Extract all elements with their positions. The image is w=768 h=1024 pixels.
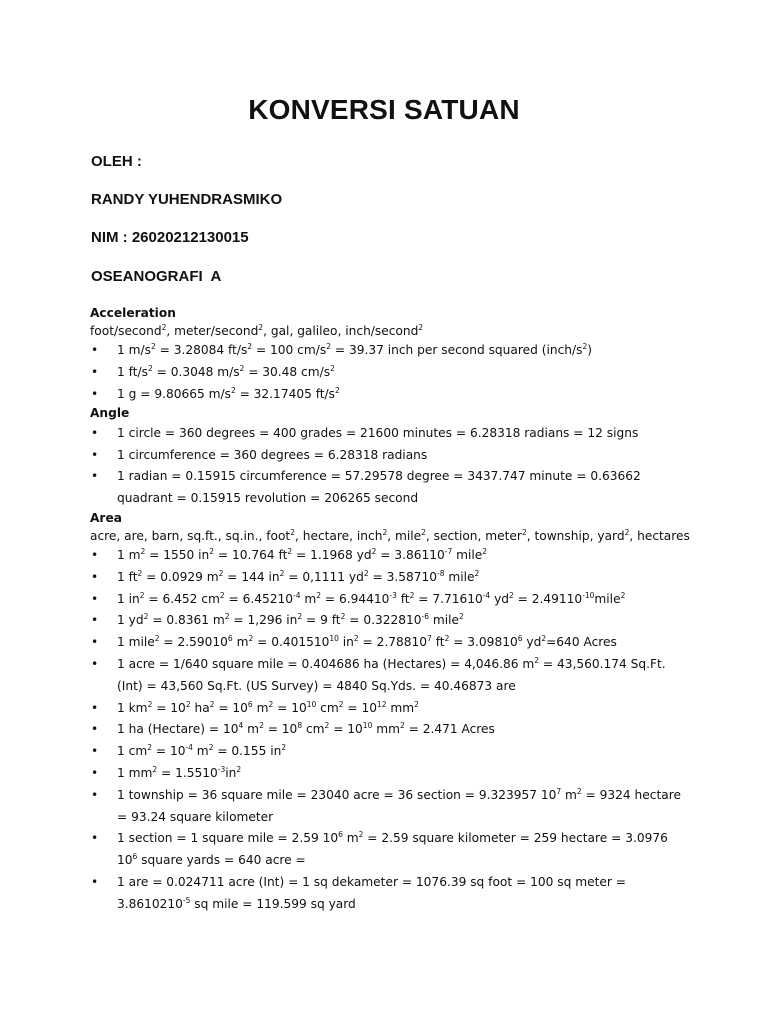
list-item: • 1 $mm^2 = 1.5510^{-3}in^2$ [90, 763, 690, 785]
section-units: foot/second$^2$, meter/second$^2$, gal, galileo, inch/second$^2$ [90, 322, 424, 338]
list-item: • 1 circumference = 360 degrees = 6.28318 radians [90, 445, 690, 467]
conversion-list [90, 545, 690, 916]
section-units: acre, are, barn, sq.ft., sq.in., foot$^2$, hectare, inch$^2$, mile$^2$, section, meter$^2$, township, yard$^2$, hectares [90, 527, 690, 543]
list-item: • 1 $m^2 = 1550$ $in^2 = 10.764$ $ft^2 = 1.1968$ $yd^2 = 3.86110^{-7}$ mile$^2$ [90, 545, 690, 567]
conversion-content [90, 305, 690, 916]
conversion-list [90, 423, 690, 510]
section-heading: Area [90, 511, 122, 526]
list-item: • 1 township = 36 square mile = 23040 acre = 36 section = 9.323957 $10^7$ $m^2 = 9324$ hectare = 93.24 square kilometer [90, 785, 690, 829]
student-id: NIM : 26020212130015 [91, 229, 249, 246]
list-item: • 1 $cm^2 = 10^{-4}$ $m^2 = 0.155$ $in^2$ [90, 741, 690, 763]
list-item: • 1 ha (Hectare) = $10^4$ $m^2 = 10^8$ $cm^2 = 10^{10}$ $mm^2 = 2.471$ Acres [90, 719, 690, 741]
list-item: • 1 acre = 1/640 square mile = 0.404686 ha (Hectares) = 4,046.86 $m^2 = 43,560.174$ Sq.Ft. (Int) = 43,560 Sq.Ft. (US Survey) = 4840 Sq.Yds. = 40.46873 are [90, 654, 690, 698]
author-label: OLEH : [91, 153, 142, 170]
list-item: • 1 $ft/s^2 = 0.3048$ $m/s^2 = 30.48$ $cm/s^2$ [90, 362, 690, 384]
list-item: • 1 g = 9.80665 $m/s^2 = 32.17405$ $ft/s^2$ [90, 384, 690, 406]
list-item: • 1 $km^2 = 10^2$ $ha^2 = 10^6$ $m^2 = 10^{10}$ $cm^2 = 10^{12}$ $mm^2$ [90, 698, 690, 720]
list-item: • 1 $yd^2 = 0.8361$ $m^2 = 1,296$ $in^2 = 9$ $ft^2 = 0.322810^{-6}$ mile$^2$ [90, 610, 690, 632]
conversion-list [90, 340, 690, 405]
list-item: • 1 $m/s^2 = 3.28084$ $ft/s^2 = 100$ $cm/s^2 = 39.37$ inch per second squared $(inch/s^2)$ [90, 340, 690, 362]
list-item: • 1 $in^2 = 6.452$ $cm^2 = 6.45210^{-4}$ $m^2 = 6.94410^{-3}$ $ft^2 = 7.71610^{-4}$ $yd^2$ = $2.49110^{-10}mile^2$ [90, 589, 690, 611]
class-label: OSEANOGRAFI A [91, 268, 222, 285]
list-item: • 1 section = 1 square mile = 2.59 $10^6$ $m^2 = 2.59$ square kilometer = 259 hectare = 3.0976 $10^6$ square yards = 640 acre = [90, 828, 690, 872]
author-name: RANDY YUHENDRASMIKO [91, 191, 283, 208]
list-item: • 1 mile$^2$ = $2.59010^6$ $m^2 = 0.401510^{10}$ $in^2 = 2.78810^7$ $ft^2 = 3.09810^6$ $yd^2=640$ Acres [90, 632, 690, 654]
document-title: KONVERSI SATUAN [248, 94, 520, 125]
list-item: • 1 are = 0.024711 acre (Int) = 1 sq dekameter = 1076.39 sq foot = 100 sq meter = $3.8610210^{-5}$ sq mile = 119.599 sq yard [90, 872, 690, 916]
section-heading: Angle [90, 406, 130, 421]
section-heading: Acceleration [90, 306, 176, 320]
list-item: • 1 radian = 0.15915 circumference = 57.29578 degree = 3437.747 minute = 0.63662 quadrant = 0.15915 revolution = 206265 second [90, 466, 690, 510]
list-item: • 1 $ft^2 = 0.0929$ $m^2 = 144$ $in^2 = 0,1111$ $yd^2 = 3.58710^{-8}$ mile$^2$ [90, 567, 690, 589]
list-item: • 1 circle = 360 degrees = 400 grades = 21600 minutes = 6.28318 radians = 12 signs [90, 423, 690, 445]
